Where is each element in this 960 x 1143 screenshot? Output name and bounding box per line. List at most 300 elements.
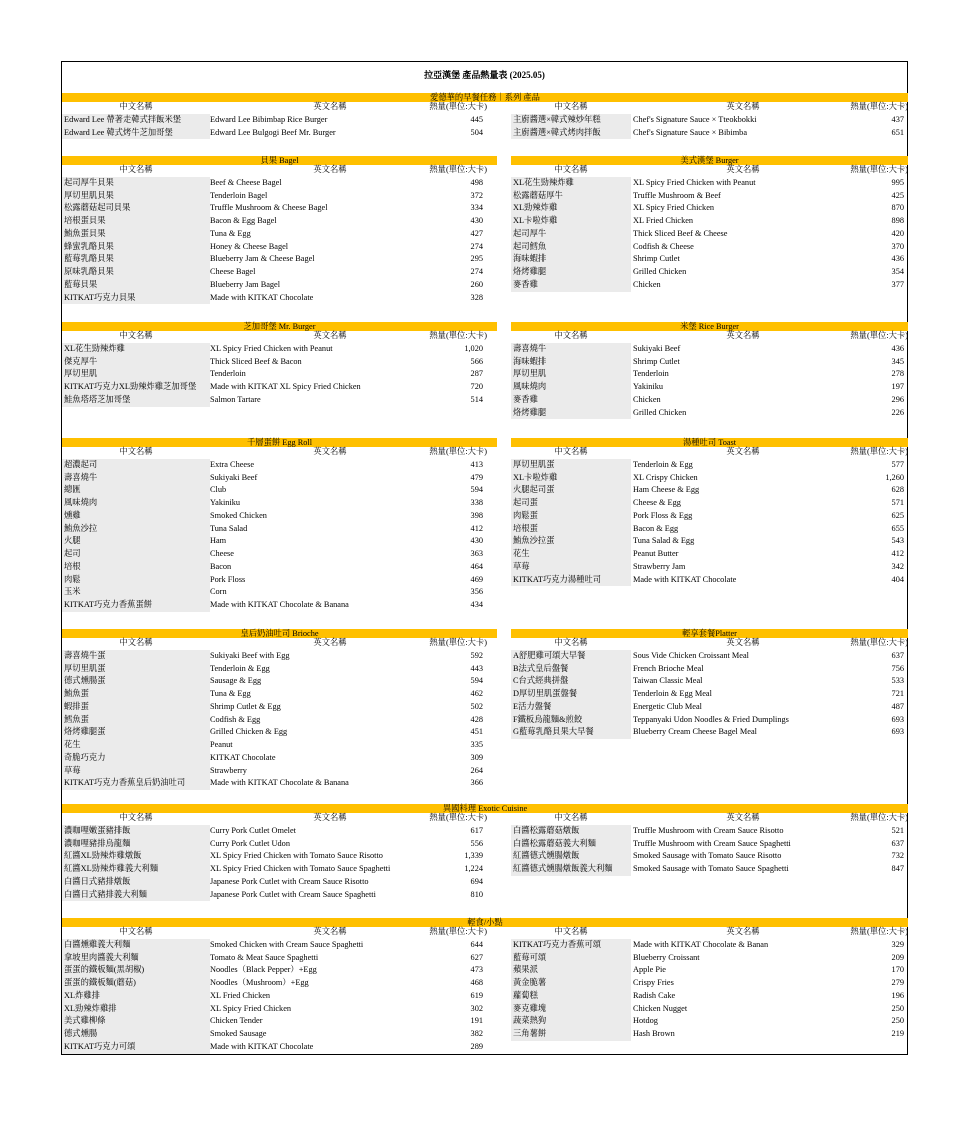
item-calories: 372 — [470, 190, 483, 200]
item-calories: 720 — [470, 382, 483, 391]
item-english-name: Yakiniku — [210, 498, 241, 507]
item-chinese-name: 鮭魚塔塔芝加哥堡 — [62, 394, 210, 407]
item-chinese-name: 主廚醬選×韓式辣炒年糕 — [511, 114, 631, 127]
table-row — [511, 863, 908, 876]
header-english-name: 英文名稱 — [726, 102, 760, 111]
item-english-name: French Brioche Meal — [633, 663, 704, 673]
item-calories: 898 — [891, 216, 904, 225]
item-calories: 566 — [470, 356, 483, 366]
item-chinese-name: 主廚醬選×韓式烤肉拌飯 — [511, 127, 631, 140]
table-row — [62, 394, 497, 407]
table-row — [62, 977, 497, 990]
item-chinese-name: 壽喜燒牛 — [62, 472, 210, 485]
column-header-row — [62, 812, 497, 825]
table-row — [62, 990, 497, 1003]
header-calories: 熱量(單位:大卡) — [850, 447, 908, 456]
item-calories: 521 — [891, 825, 904, 835]
section-title-bar: 愛德華的早餐任務｜系列 產品 — [62, 93, 908, 102]
item-chinese-name: B法式皇后盤餐 — [511, 663, 631, 676]
item-chinese-name: XL卡啦炸雞 — [511, 472, 631, 485]
table-row — [62, 752, 497, 765]
item-chinese-name: 風味燒肉 — [62, 497, 210, 510]
item-chinese-name: 麥香雞 — [511, 394, 631, 407]
item-english-name: XL Fried Chicken — [633, 216, 694, 225]
table-row — [62, 114, 497, 127]
item-chinese-name: 德式燻腸蛋 — [62, 675, 210, 688]
item-calories: 732 — [891, 851, 904, 861]
menu-section — [62, 93, 908, 141]
table-row — [511, 523, 908, 536]
item-english-name: Truffle Mushroom & Beef — [633, 190, 721, 200]
table-row — [511, 535, 908, 548]
item-chinese-name: 美式雞柳條 — [62, 1015, 210, 1028]
table-row — [511, 663, 908, 676]
item-english-name: Codfish & Egg — [210, 714, 261, 724]
item-english-name: Sous Vide Chicken Croissant Meal — [633, 650, 749, 660]
table-row — [62, 343, 497, 356]
item-chinese-name: 玉米 — [62, 586, 210, 599]
item-chinese-name: 白醬燻雞義大利麵 — [62, 939, 210, 952]
item-calories: 309 — [470, 752, 483, 762]
table-row — [511, 459, 908, 472]
item-english-name: Truffle Mushroom with Cream Sauce Spaghetti — [633, 838, 791, 848]
table-row — [62, 964, 497, 977]
item-calories: 274 — [470, 241, 483, 251]
item-chinese-name: 松露蘑菇起司貝果 — [62, 202, 210, 215]
item-chinese-name: XL勁辣炸雞排 — [62, 1003, 210, 1016]
item-calories: 594 — [470, 676, 483, 686]
item-chinese-name: 黃金脆薯 — [511, 977, 631, 990]
item-chinese-name: 拿坡里肉醬義大利麵 — [62, 952, 210, 965]
item-calories: 296 — [891, 394, 904, 404]
item-calories: 295 — [470, 254, 483, 264]
item-english-name: Edward Lee Bibimbap Rice Burger — [210, 114, 328, 124]
header-english-name: 英文名稱 — [313, 102, 347, 111]
item-chinese-name: 蘋果派 — [511, 964, 631, 977]
item-calories: 617 — [470, 825, 483, 835]
item-chinese-name: KITKAT巧克力湯種吐司 — [511, 574, 631, 587]
table-row — [511, 497, 908, 510]
item-english-name: XL Spicy Fried Chicken — [633, 203, 715, 213]
header-english-name: 英文名稱 — [726, 331, 760, 340]
header-english-name: 英文名稱 — [313, 813, 347, 822]
item-chinese-name: 烙烤雞腿蛋 — [62, 726, 210, 739]
column-header-row — [62, 926, 497, 939]
header-chinese-name: 中文名稱 — [119, 165, 153, 174]
item-english-name: Cheese & Egg — [633, 498, 681, 507]
table-row — [511, 675, 908, 688]
table-row — [511, 838, 908, 851]
column-header-row — [62, 164, 497, 177]
item-calories: 342 — [891, 561, 904, 571]
header-chinese-name: 中文名稱 — [119, 927, 153, 936]
menu-section — [62, 804, 908, 903]
item-calories: 335 — [470, 740, 483, 749]
item-english-name: Cheese Bagel — [210, 267, 256, 276]
menu-section — [62, 918, 908, 1056]
item-english-name: Bacon — [210, 561, 232, 571]
item-chinese-name: 鱈魚蛋 — [62, 714, 210, 727]
item-chinese-name: 燻雞 — [62, 510, 210, 523]
header-calories: 熱量(單位:大卡) — [850, 331, 908, 340]
item-calories: 469 — [470, 574, 483, 584]
item-chinese-name: 超濃起司 — [62, 459, 210, 472]
item-chinese-name: 蛋蛋的鐵板麵(蘑菇) — [62, 977, 210, 990]
item-english-name: Made with KITKAT Chocolate & Banan — [633, 939, 769, 949]
item-english-name: Curry Pork Cutlet Omelet — [210, 825, 296, 835]
table-row — [511, 407, 908, 420]
item-chinese-name: 烙烤雞腿 — [511, 407, 631, 420]
item-english-name: Tenderloin & Egg — [210, 663, 270, 673]
section-title-bar: 異國料理 Exotic Cuisine — [62, 804, 908, 813]
header-english-name: 英文名稱 — [313, 927, 347, 936]
item-calories: 434 — [470, 600, 483, 609]
item-calories: 219 — [891, 1029, 904, 1038]
table-row — [62, 127, 497, 140]
item-english-name: Apple Pie — [633, 965, 666, 975]
section-title-bar: 輕食/小點 — [62, 918, 908, 927]
item-calories: 625 — [891, 510, 904, 520]
item-calories: 427 — [470, 228, 483, 238]
item-english-name: Tenderloin — [633, 369, 669, 379]
section-title-bar: 貝果 Bagel — [62, 156, 497, 165]
item-english-name: Chicken Tender — [210, 1016, 263, 1026]
item-english-name: Tenderloin — [210, 369, 246, 379]
item-chinese-name: F鐵板烏龍麵&煎餃 — [511, 714, 631, 727]
table-row — [511, 228, 908, 241]
item-chinese-name: XL花生勁辣炸雞 — [511, 177, 631, 190]
item-english-name: Hotdog — [633, 1016, 658, 1026]
item-english-name: Japanese Pork Cutlet with Cream Sauce Risotto — [210, 876, 369, 886]
item-calories: 250 — [891, 1016, 904, 1026]
item-calories: 571 — [891, 498, 904, 507]
item-english-name: Club — [210, 485, 227, 495]
item-calories: 430 — [470, 536, 483, 546]
item-chinese-name: 鮪魚沙拉蛋 — [511, 535, 631, 548]
item-english-name: Chef's Signature Sauce × Bibimba — [633, 127, 748, 137]
table-row — [62, 675, 497, 688]
item-english-name: Truffle Mushroom & Cheese Bagel — [210, 203, 328, 213]
header-calories: 熱量(單位:大卡) — [850, 927, 908, 936]
header-chinese-name: 中文名稱 — [554, 447, 588, 456]
item-calories: 628 — [891, 485, 904, 495]
item-english-name: Made with KITKAT Chocolate — [633, 574, 737, 584]
table-row — [62, 523, 497, 536]
header-calories: 熱量(單位:大卡) — [429, 447, 487, 456]
item-chinese-name: 蜂蜜乳酪貝果 — [62, 241, 210, 254]
item-chinese-name: G藍莓乳酪貝果大早餐 — [511, 726, 631, 739]
item-calories: 289 — [470, 1041, 483, 1051]
item-calories: 356 — [470, 587, 483, 597]
item-chinese-name: Edward Lee 韓式烤牛芝加哥堡 — [62, 127, 210, 140]
item-chinese-name: 培根蛋貝果 — [62, 215, 210, 228]
item-chinese-name: XL炸雞排 — [62, 990, 210, 1003]
item-calories: 655 — [891, 523, 904, 533]
item-english-name: Extra Cheese — [210, 459, 255, 469]
item-calories: 514 — [470, 394, 483, 404]
item-calories: 694 — [470, 876, 483, 886]
item-english-name: Japanese Pork Cutlet with Cream Sauce Spaghetti — [210, 889, 376, 899]
item-chinese-name: 花生 — [62, 739, 210, 752]
table-row — [62, 241, 497, 254]
item-calories: 366 — [470, 778, 483, 788]
table-row — [62, 279, 497, 292]
table-row — [62, 215, 497, 228]
header-chinese-name: 中文名稱 — [554, 165, 588, 174]
item-chinese-name: 蝦排蛋 — [62, 701, 210, 714]
item-calories: 498 — [470, 177, 483, 187]
table-row — [62, 574, 497, 587]
item-chinese-name: 三角薯餅 — [511, 1028, 631, 1041]
item-calories: 995 — [891, 177, 904, 187]
item-calories: 468 — [470, 978, 483, 987]
table-row — [62, 889, 497, 902]
item-calories: 651 — [891, 127, 904, 137]
item-calories: 287 — [470, 369, 483, 379]
table-row — [511, 510, 908, 523]
table-row — [62, 599, 497, 612]
column-header-row — [511, 101, 908, 114]
item-english-name: Smoked Sausage with Tomato Sauce Spaghetti — [633, 864, 789, 873]
item-english-name: Codfish & Cheese — [633, 241, 694, 251]
item-calories: 338 — [470, 498, 483, 507]
column-header-row — [511, 330, 908, 343]
item-english-name: Beef & Cheese Bagel — [210, 177, 282, 187]
item-english-name: XL Fried Chicken — [210, 990, 271, 1000]
item-calories: 556 — [470, 838, 483, 848]
item-calories: 462 — [470, 689, 483, 698]
table-row — [62, 177, 497, 190]
item-chinese-name: 白醬松露蘑菇燉飯 — [511, 825, 631, 838]
table-row — [511, 701, 908, 714]
item-calories: 302 — [470, 1003, 483, 1013]
table-row — [511, 561, 908, 574]
item-calories: 533 — [891, 676, 904, 686]
table-row — [511, 726, 908, 739]
header-calories: 熱量(單位:大卡) — [429, 927, 487, 936]
section-title-bar: 湯種吐司 Toast — [511, 438, 908, 447]
item-english-name: Shrimp Cutlet & Egg — [210, 701, 281, 711]
item-calories: 451 — [470, 727, 483, 737]
item-chinese-name: 厚切里肌 — [62, 368, 210, 381]
calorie-sheet — [61, 61, 908, 1055]
item-chinese-name: 厚切里肌蛋 — [511, 459, 631, 472]
item-english-name: Energetic Club Meal — [633, 701, 702, 711]
item-calories: 473 — [470, 965, 483, 975]
table-row — [511, 548, 908, 561]
item-chinese-name: KITKAT巧克力香蕉皇后奶油吐司 — [62, 777, 210, 790]
header-calories: 熱量(單位:大卡) — [429, 638, 487, 647]
item-calories: 445 — [470, 114, 483, 124]
item-calories: 428 — [470, 714, 483, 724]
item-chinese-name: 奇脆巧克力 — [62, 752, 210, 765]
table-row — [511, 484, 908, 497]
table-row — [62, 663, 497, 676]
item-chinese-name: 蛋蛋的鐵板麵(黑胡椒) — [62, 964, 210, 977]
item-calories: 464 — [470, 561, 483, 571]
item-english-name: Tuna Salad & Egg — [633, 536, 695, 546]
header-english-name: 英文名稱 — [726, 927, 760, 936]
header-chinese-name: 中文名稱 — [119, 331, 153, 340]
item-english-name: Made with KITKAT Chocolate — [210, 292, 314, 302]
table-row — [62, 202, 497, 215]
item-calories: 412 — [891, 549, 904, 558]
section-title-bar: 芝加哥堡 Mr. Burger — [62, 322, 497, 331]
item-english-name: Tenderloin Bagel — [210, 190, 268, 200]
item-calories: 637 — [891, 650, 904, 660]
item-calories: 502 — [470, 701, 483, 711]
table-row — [62, 714, 497, 727]
item-chinese-name: 蔬菜熱狗 — [511, 1015, 631, 1028]
table-row — [511, 1028, 908, 1041]
header-calories: 熱量(單位:大卡) — [850, 813, 908, 822]
header-chinese-name: 中文名稱 — [119, 813, 153, 822]
item-chinese-name: 藍莓乳酪貝果 — [62, 253, 210, 266]
item-english-name: Curry Pork Cutlet Udon — [210, 838, 290, 848]
item-english-name: Tuna Salad — [210, 523, 248, 533]
item-chinese-name: 鮪魚蛋貝果 — [62, 228, 210, 241]
item-chinese-name: D厚切里肌蛋盤餐 — [511, 688, 631, 701]
item-english-name: Sukiyaki Beef — [633, 343, 681, 353]
item-chinese-name: Edward Lee 帶著走韓式拌飯米堡 — [62, 114, 210, 127]
item-chinese-name: 白醬日式豬排義大利麵 — [62, 889, 210, 902]
item-english-name: Tomato & Meat Sauce Spaghetti — [210, 952, 319, 962]
item-calories: 328 — [470, 292, 483, 302]
item-calories: 627 — [470, 952, 483, 962]
item-calories: 398 — [470, 510, 483, 520]
table-row — [62, 535, 497, 548]
item-chinese-name: 德式燻腸 — [62, 1028, 210, 1041]
column-header-row — [62, 330, 497, 343]
menu-section — [62, 322, 497, 409]
item-calories: 504 — [470, 127, 483, 137]
table-row — [511, 939, 908, 952]
table-row — [511, 825, 908, 838]
menu-section — [511, 629, 908, 741]
table-row — [511, 1015, 908, 1028]
item-english-name: Smoked Sausage — [210, 1029, 267, 1038]
item-calories: 404 — [891, 574, 904, 584]
menu-section — [511, 438, 908, 588]
item-calories: 354 — [891, 267, 904, 276]
item-calories: 577 — [891, 459, 904, 469]
item-calories: 693 — [891, 727, 904, 737]
item-chinese-name: 藍莓貝果 — [62, 279, 210, 292]
item-chinese-name: 鮪魚蛋 — [62, 688, 210, 701]
header-chinese-name: 中文名稱 — [554, 638, 588, 647]
item-calories: 1,260 — [885, 472, 904, 482]
table-row — [511, 574, 908, 587]
item-english-name: Chef's Signature Sauce × Tteokbokki — [633, 114, 757, 124]
item-chinese-name: 松露蘑菇厚牛 — [511, 190, 631, 203]
column-header-row — [511, 446, 908, 459]
item-chinese-name: 紅醬XL勁辣炸雞義大利麵 — [62, 863, 210, 876]
item-english-name: Made with KITKAT Chocolate — [210, 1041, 314, 1051]
column-header-row — [511, 926, 908, 939]
table-row — [511, 650, 908, 663]
table-row — [62, 548, 497, 561]
table-row — [511, 279, 908, 292]
item-chinese-name: 火腿 — [62, 535, 210, 548]
item-english-name: Thick Sliced Beef & Bacon — [210, 356, 302, 366]
header-chinese-name: 中文名稱 — [119, 102, 153, 111]
item-chinese-name: XL花生勁辣炸雞 — [62, 343, 210, 356]
item-chinese-name: 紅醬德式燻腸燉飯 — [511, 850, 631, 863]
item-chinese-name: 起司 — [62, 548, 210, 561]
table-row — [62, 650, 497, 663]
header-chinese-name: 中文名稱 — [119, 638, 153, 647]
item-english-name: Smoked Chicken — [210, 510, 267, 520]
table-row — [62, 701, 497, 714]
header-calories: 熱量(單位:大卡) — [429, 331, 487, 340]
item-chinese-name: C台式經典拼盤 — [511, 675, 631, 688]
item-calories: 1,339 — [464, 851, 483, 861]
table-row — [62, 497, 497, 510]
table-row — [511, 990, 908, 1003]
item-english-name: Teppanyaki Udon Noodles & Fried Dumplings — [633, 714, 789, 724]
item-english-name: Crispy Fries — [633, 978, 674, 987]
item-chinese-name: KITKAT巧克力香蕉蛋餅 — [62, 599, 210, 612]
item-calories: 329 — [891, 939, 904, 949]
table-row — [62, 825, 497, 838]
item-english-name: Thick Sliced Beef & Cheese — [633, 228, 728, 238]
item-english-name: Truffle Mushroom with Cream Sauce Risotto — [633, 825, 784, 835]
table-row — [62, 952, 497, 965]
table-row — [62, 1003, 497, 1016]
item-calories: 264 — [470, 765, 483, 775]
item-chinese-name: KITKAT巧克力香蕉可頌 — [511, 939, 631, 952]
item-calories: 250 — [891, 1003, 904, 1013]
header-chinese-name: 中文名稱 — [554, 331, 588, 340]
table-row — [62, 266, 497, 279]
item-english-name: Noodles（Mushroom）+Egg — [210, 978, 309, 987]
item-chinese-name: KITKAT巧克力貝果 — [62, 292, 210, 305]
table-row — [62, 777, 497, 790]
menu-section — [511, 156, 908, 294]
item-chinese-name: KITKAT巧克力可頌 — [62, 1041, 210, 1054]
table-row — [62, 510, 497, 523]
header-calories: 熱量(單位:大卡) — [850, 165, 908, 174]
table-row — [511, 253, 908, 266]
item-english-name: Blueberry Croissant — [633, 952, 700, 962]
header-calories: 熱量(單位:大卡) — [850, 102, 908, 111]
table-row — [62, 876, 497, 889]
table-row — [62, 484, 497, 497]
item-chinese-name: KITKAT巧克力XL勁辣炸雞芝加哥堡 — [62, 381, 210, 394]
item-calories: 209 — [891, 952, 904, 962]
item-calories: 260 — [470, 279, 483, 289]
item-calories: 370 — [891, 241, 904, 251]
table-row — [511, 1003, 908, 1016]
item-english-name: Made with KITKAT Chocolate & Banana — [210, 600, 349, 609]
table-row — [62, 368, 497, 381]
column-header-row — [62, 637, 497, 650]
item-chinese-name: 草莓 — [62, 765, 210, 778]
item-english-name: Sukiyaki Beef — [210, 472, 258, 482]
item-calories: 810 — [470, 889, 483, 899]
item-english-name: Sukiyaki Beef with Egg — [210, 650, 290, 660]
item-english-name: Tenderloin & Egg Meal — [633, 689, 712, 698]
item-calories: 756 — [891, 663, 904, 673]
table-row — [62, 863, 497, 876]
item-chinese-name: 培根 — [62, 561, 210, 574]
table-row — [511, 114, 908, 127]
item-english-name: Smoked Sausage with Tomato Sauce Risotto — [633, 851, 782, 861]
item-chinese-name: 紅醬德式燻腸燉飯義大利麵 — [511, 863, 631, 876]
table-row — [511, 241, 908, 254]
item-calories: 274 — [470, 267, 483, 276]
header-english-name: 英文名稱 — [726, 165, 760, 174]
